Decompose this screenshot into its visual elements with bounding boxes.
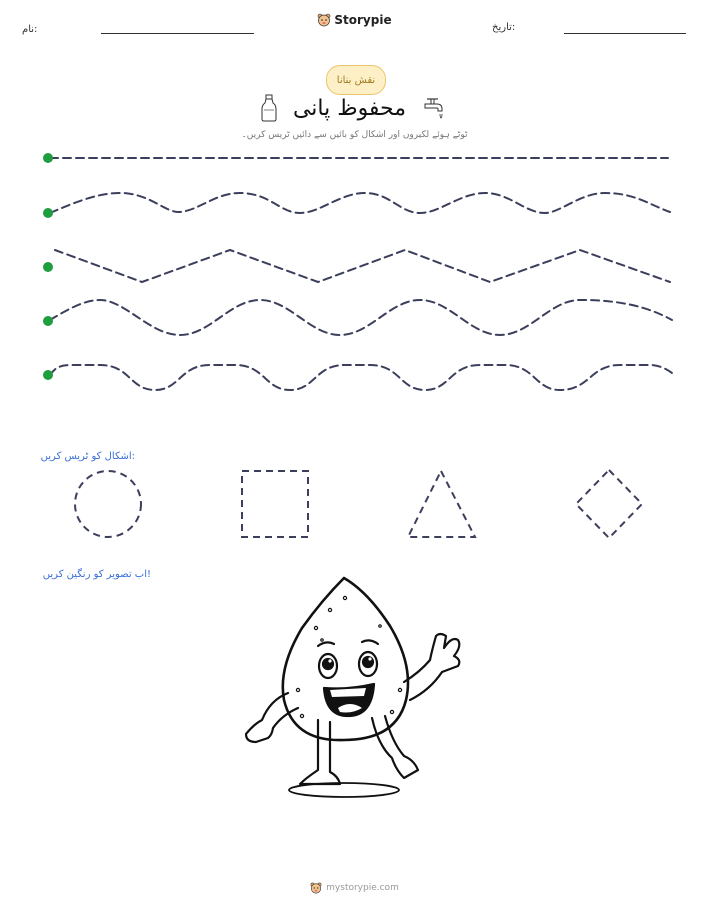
trace-shape-square[interactable] [242,471,308,537]
trace-shape-circle[interactable] [75,471,141,537]
water-drop-character[interactable] [246,578,459,797]
activity-badge: نقش بنانا [326,65,386,95]
coloring-heading: اب تصویر کو رنگین کریں! [42,569,151,580]
name-field-line[interactable] [101,33,254,34]
brand-name: Storypie [334,13,392,27]
start-dot [43,370,53,380]
start-dot [43,208,53,218]
start-dot [43,153,53,163]
trace-line-wave-3[interactable] [50,365,672,390]
trace-shape-diamond[interactable] [576,470,642,538]
page-title: محفوظ پانی [292,95,407,121]
trace-shape-triangle[interactable] [408,471,475,537]
water-bottle-icon [261,94,277,122]
brand-header [0,13,709,30]
water-tap-icon [422,96,448,120]
trace-line-zigzag[interactable] [55,250,670,282]
footer [0,882,709,897]
instructions: ٹوٹے ہوئے لکیروں اور اشکال کو بائیں سے دائیں ٹریس کریں۔ [241,130,468,140]
page-title-row [0,94,709,128]
date-label: تاریخ: [492,22,516,33]
trace-line-wave-2[interactable] [50,300,672,335]
bear-logo-icon [317,13,331,27]
start-dot [43,262,53,272]
bear-logo-icon [310,882,322,894]
name-label: نام: [22,24,38,35]
footer-url[interactable]: mystorypie.com [326,883,399,893]
shapes-heading: اشکال کو ٹریس کریں: [40,451,135,462]
trace-line-wave-1[interactable] [50,193,670,213]
start-dot [43,316,53,326]
date-field-line[interactable] [564,33,686,34]
